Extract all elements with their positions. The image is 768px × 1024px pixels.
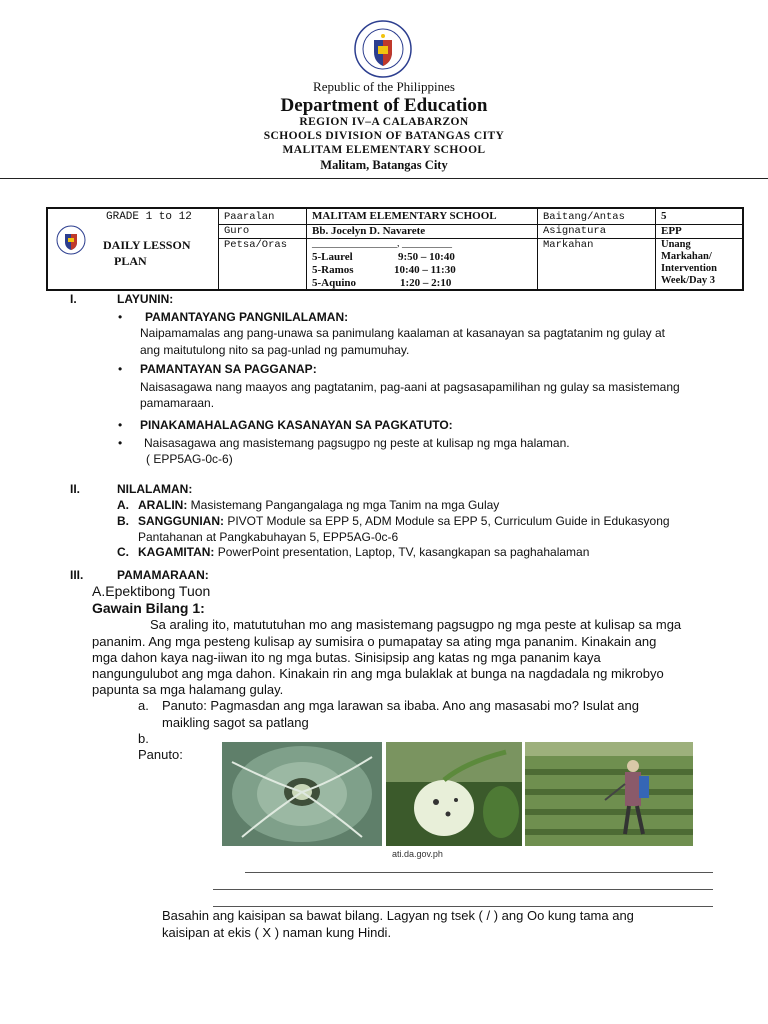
list-letter: b. <box>138 731 149 746</box>
schedule-section: 5-Ramos <box>312 264 354 276</box>
intro-paragraph-line: mga dahon kaya nag-iiwan ito ng mga butas. Sinisipsip ang katas ng mga pananim kaya <box>92 650 601 665</box>
objective-text: Naisasagawa ang masistemang pagsugpo ng peste at kulisap ng mga halaman. <box>144 436 570 450</box>
schedule-time: 9:50 – 10:40 <box>398 251 455 263</box>
section-number: III. <box>70 568 84 582</box>
objective-text: Naipamamalas ang pang-unawa sa panimulang kaalaman at kasanayan sa pagtatanim ng gulay at <box>140 326 666 340</box>
school-line: MALITAM ELEMENTARY SCHOOL <box>282 144 486 156</box>
cabbage-pest-photo <box>222 742 382 846</box>
deped-seal-logo <box>354 20 412 78</box>
answer-blank-line[interactable] <box>213 889 713 890</box>
markahan-value: Intervention <box>661 263 717 274</box>
objective-text: Naisasagawa nang maayos ang pagtatanim, pag-aani at pagsasapamilihan ng gulay sa masistemang <box>140 380 680 394</box>
section-title-layunin: LAYUNIN: <box>117 292 174 306</box>
paaralan-label: Paaralan <box>224 211 275 223</box>
intro-paragraph-line: Sa araling ito, matututuhan mo ang masistemang pagsugpo ng mga peste at kulisap sa mga <box>150 617 682 632</box>
list-letter: A. <box>117 498 129 512</box>
eggplant-pest-photo <box>386 742 522 846</box>
schedule-time: 1:20 – 2:10 <box>400 277 452 289</box>
aralin-line: ARALIN: Masistemang Pangangalaga ng mga Tanim na mga Gulay <box>138 498 500 512</box>
section-title-pamamaraan: PAMAMARAAN: <box>117 568 209 582</box>
bullet-icon: • <box>118 418 123 432</box>
bullet-icon: • <box>118 362 123 376</box>
bullet-icon: • <box>118 310 123 324</box>
objective-heading: PAMANTAYANG PANGNILALAMAN: <box>145 310 349 324</box>
petsa-label: Petsa/Oras <box>224 239 288 251</box>
lesson-info-table <box>46 207 744 291</box>
republic-line: Republic of the Philippines <box>313 79 455 94</box>
objective-heading: PAMANTAYAN SA PAGGANAP: <box>140 362 317 376</box>
baitang-label: Baitang/Antas <box>543 211 625 223</box>
grade-label: GRADE 1 to 12 <box>106 211 192 223</box>
subsection-title: A.Epektibong Tuon <box>92 583 211 599</box>
deped-small-logo <box>56 225 86 260</box>
markahan-label: Markahan <box>543 239 594 251</box>
instruction-line: kaisipan at ekis ( X ) naman kung Hindi. <box>162 925 392 940</box>
instruction-line: maikling sagot sa patlang <box>162 715 309 730</box>
dlp-title-line1: DAILY LESSON <box>103 238 191 252</box>
instruction-line: Basahin ang kaisipan sa bawat bilang. Lagyan ng tsek ( / ) ang Oo kung tama ang <box>162 908 634 923</box>
schedule-section: 5-Laurel <box>312 251 353 263</box>
schedule-section: 5-Aquino <box>312 277 357 289</box>
panuto-label: Panuto: <box>138 747 183 762</box>
department-title: Department of Education <box>280 95 488 116</box>
list-letter: a. <box>138 698 149 713</box>
baitang-value: 5 <box>661 210 667 222</box>
answer-blank-line[interactable] <box>213 906 713 907</box>
section-number: II. <box>70 482 81 496</box>
list-letter: B. <box>117 514 129 528</box>
guro-value: Bb. Jocelyn D. Navarete <box>312 225 426 237</box>
dlp-title-line2: PLAN <box>114 254 147 268</box>
city-line: Malitam, Batangas City <box>320 158 448 172</box>
asignatura-label: Asignatura <box>543 225 607 237</box>
markahan-value: Week/Day 3 <box>661 275 715 286</box>
farmer-spraying-photo <box>525 742 693 846</box>
schedule-time: 10:40 – 11:30 <box>394 264 456 276</box>
section-number: I. <box>70 292 77 306</box>
kagamitan-line: KAGAMITAN: PowerPoint presentation, Laptop, TV, kasangkapan sa paghahalaman <box>138 545 590 559</box>
intro-paragraph-line: pananim. Ang mga pesteng kulisap ay sumisira o pumapatay sa ating mga pananim. Kinakain ang <box>92 634 657 649</box>
bullet-icon: • <box>118 436 123 450</box>
markahan-value: Markahan/ <box>661 251 712 262</box>
intro-paragraph-line: papunta sa mga halamang gulay. <box>92 682 284 697</box>
sanggunian-line-2: Pantahanan at Pangkabuhayan 5, EPP5AG-0c-6 <box>138 530 399 544</box>
paaralan-value: MALITAM ELEMENTARY SCHOOL <box>312 210 497 222</box>
sanggunian-line: SANGGUNIAN: PIVOT Module sa EPP 5, ADM Module sa EPP 5, Curriculum Guide in Edukasyong <box>138 514 670 528</box>
activity-title: Gawain Bilang 1: <box>92 600 205 616</box>
answer-blank-line[interactable] <box>245 872 713 873</box>
markahan-value: Unang <box>661 239 691 250</box>
objective-heading: PINAKAMAHALAGANG KASANAYAN SA PAGKATUTO: <box>140 418 453 432</box>
objective-text: ang maitutulong nito sa pag-unlad ng pamumuhay. <box>140 343 410 357</box>
intro-paragraph-line: nangungulubot ang mga dahon. Kinakain rin ang mga bulaklak at bunga na nagdadala ng mikrobyo <box>92 666 664 681</box>
division-line: SCHOOLS DIVISION OF BATANGAS CITY <box>263 130 505 142</box>
objective-text: pamamaraan. <box>140 396 215 410</box>
objective-text: ( EPP5AG-0c-6) <box>146 452 233 466</box>
header-divider <box>0 178 768 179</box>
image-credit: ati.da.gov.ph <box>392 849 443 859</box>
asignatura-value: EPP <box>661 225 682 237</box>
petsa-blank: _________________, __________ <box>312 238 452 249</box>
guro-label: Guro <box>224 225 250 237</box>
region-line: REGION IV–A CALABARZON <box>299 116 469 128</box>
instruction-line: Panuto: Pagmasdan ang mga larawan sa ibaba. Ano ang masasabi mo? Isulat ang <box>162 698 639 713</box>
section-title-nilalaman: NILALAMAN: <box>117 482 193 496</box>
list-letter: C. <box>117 545 129 559</box>
